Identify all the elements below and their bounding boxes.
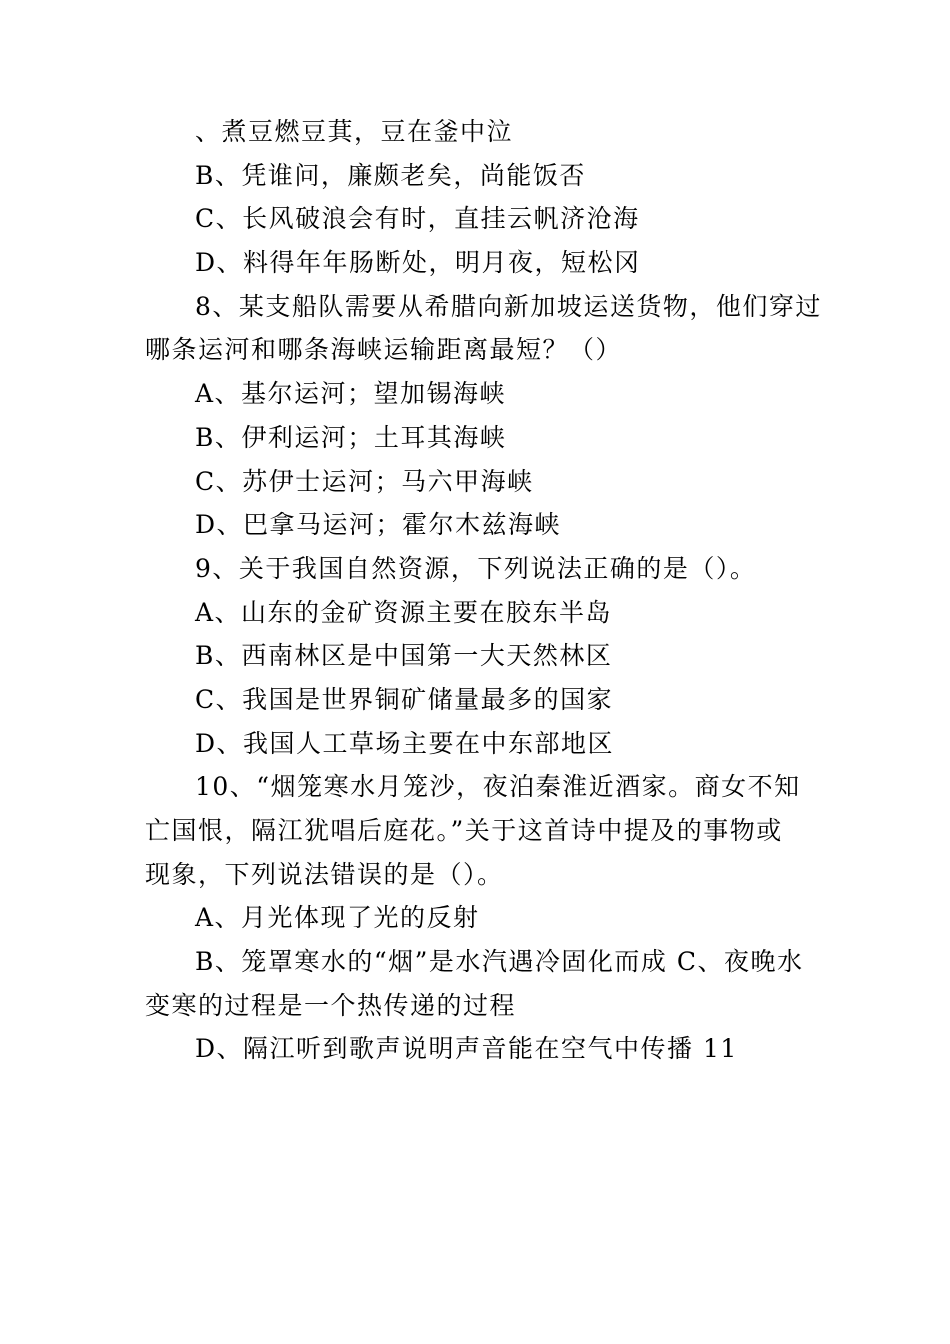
option-a-q8: A、基尔运河；望加锡海峡 [195, 379, 507, 409]
option-d-q10: D、隔江听到歌声说明声音能在空气中传播 11 [195, 1034, 738, 1064]
option-c-q9: C、我国是世界铜矿储量最多的国家 [195, 684, 614, 714]
option-a-q10: A、月光体现了光的反射 [195, 903, 480, 933]
question-text-block [145, 110, 822, 1071]
option-b-q7: B、凭谁问，廉颇老矣，尚能饭否 [195, 160, 586, 190]
option-c-q8: C、苏伊士运河；马六甲海峡 [195, 466, 534, 496]
question-10-line-2: 亡国恨，隔江犹唱后庭花。”关于这首诗中提及的事物或 [145, 816, 783, 845]
question-10-line-3: 现象，下列说法错误的是（）。 [145, 859, 504, 889]
option-a-q9: A、山东的金矿资源主要在胶东半岛 [195, 597, 613, 627]
option-a-q7: 、煮豆燃豆萁，豆在釜中泣 [195, 117, 514, 146]
option-b-q9: B、西南林区是中国第一大天然林区 [195, 641, 613, 671]
question-8-line-2: 哪条运河和哪条海峡运输距离最短？（） [145, 335, 623, 365]
option-d-q9: D、我国人工草场主要在中东部地区 [195, 728, 615, 758]
option-d-q7: D、料得年年肠断处，明月夜，短松冈 [195, 248, 641, 278]
option-d-q8: D、巴拿马运河；霍尔木兹海峡 [195, 510, 562, 540]
option-b-c-q10: B、笼罩寒水的“烟”是水汽遇冷固化而成 C、夜晚水 [195, 947, 804, 977]
question-8-line-1: 8、某支船队需要从希腊向新加坡运送货物，他们穿过 [195, 291, 822, 321]
option-c-q7: C、长风破浪会有时，直挂云帆济沧海 [195, 204, 640, 234]
option-c-q10-continued: 变寒的过程是一个热传递的过程 [145, 990, 517, 1020]
option-b-q8: B、伊利运河；土耳其海峡 [195, 422, 507, 452]
question-9: 9、关于我国自然资源，下列说法正确的是（）。 [195, 553, 757, 583]
question-10-line-1: 10、“烟笼寒水月笼沙，夜泊秦淮近酒家。商女不知 [195, 772, 801, 802]
